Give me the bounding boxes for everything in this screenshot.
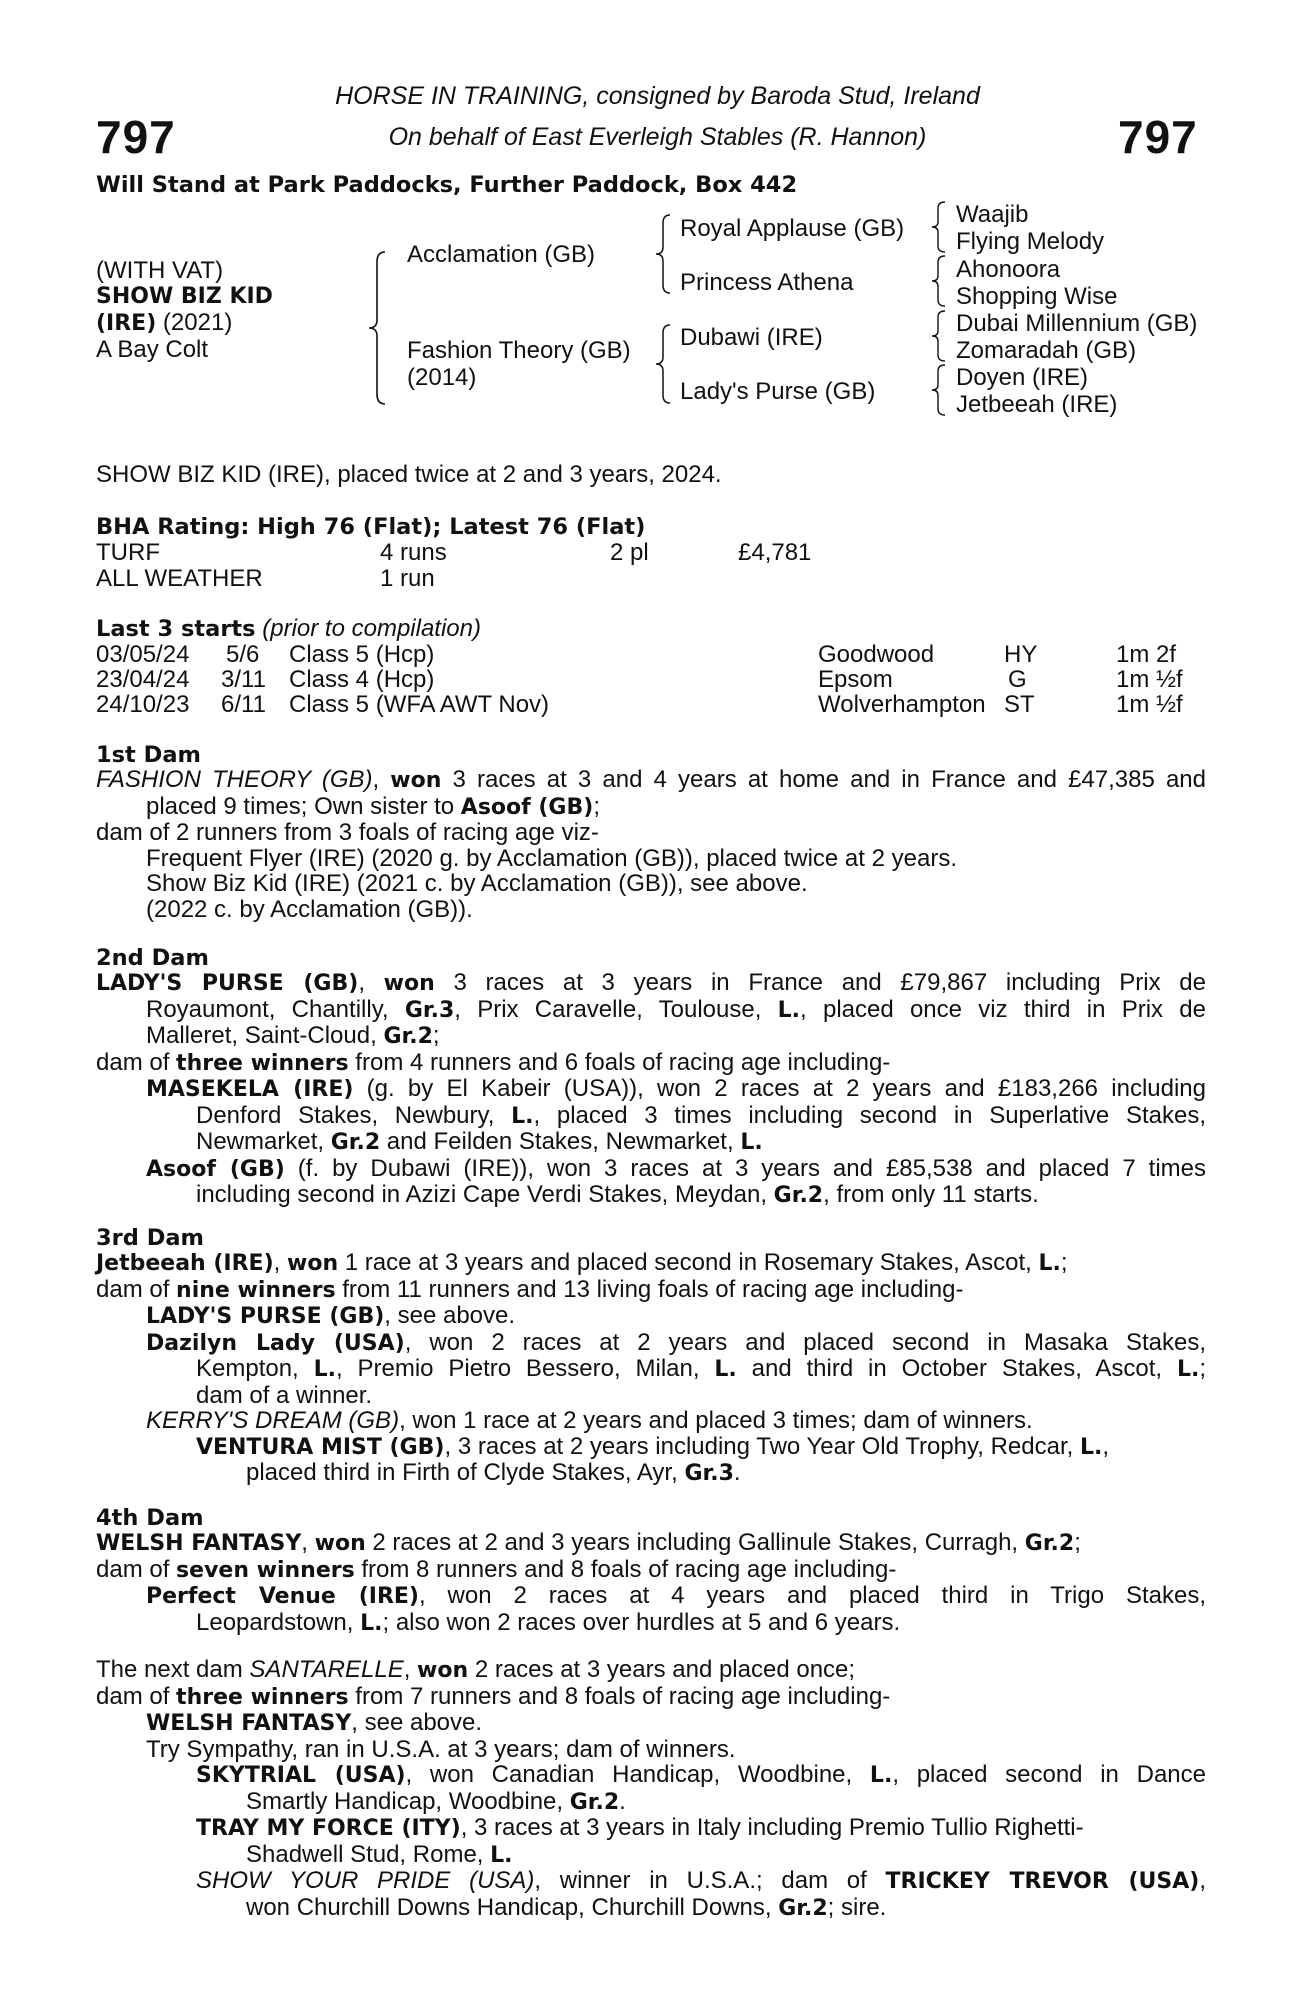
lot-number-right: 797 (1118, 111, 1198, 163)
pedigree-ggd-3: Zomaradah (GB) (956, 337, 1137, 364)
bold-text: Asoof (GB) (460, 794, 594, 820)
text: (g. by El Kabeir (USA)), won 2 races at 2 years and £183,266 including (353, 1075, 1206, 1102)
start-date: 23/04/24 (96, 666, 190, 693)
dam5-line (96, 1815, 1206, 1842)
text: , 3 races at 2 years including Two Year Old Trophy, Redcar, (444, 1432, 1080, 1460)
dam1-line (96, 897, 1206, 923)
bold-text: Jetbeeah (IRE) (96, 1251, 274, 1276)
pedigree-brace-g4 (928, 362, 950, 418)
dam2-heading: 2nd Dam (96, 945, 209, 971)
text: 1 race at 3 years and placed second in Rosemary Stakes, Ascot, (338, 1249, 1039, 1276)
text: Kempton, (196, 1355, 314, 1382)
bold-text: L. (777, 997, 801, 1023)
bold-text: Gr.2 (383, 1024, 433, 1049)
bold-text: LADY'S PURSE (GB) (96, 971, 359, 996)
dam3-line (96, 1408, 1206, 1434)
dam2-line (96, 1129, 1206, 1156)
bold-text: won (417, 1658, 469, 1683)
last-starts-title: Last 3 starts (96, 616, 256, 642)
pedigree-dam-sire: Dubawi (IRE) (680, 324, 823, 351)
text: 3 races at 3 years in France and £79,867 including Prix de (434, 969, 1206, 996)
dam3-heading: 3rd Dam (96, 1225, 204, 1251)
bold-text: seven winners (176, 1557, 355, 1583)
dam4-heading: 4th Dam (96, 1505, 204, 1531)
dam1-heading: 1st Dam (96, 742, 201, 768)
text: , placed 3 times including second in Superlative Stakes, (533, 1101, 1207, 1129)
text: ; also won 2 races over hurdles at 5 and 6 years. (382, 1608, 901, 1636)
dam3-line (96, 1250, 1206, 1277)
text: dam of (96, 1555, 177, 1583)
italic-text: FASHION THEORY (GB) (96, 766, 373, 793)
text: dam of a winner. (196, 1381, 373, 1409)
pedigree-dam-dam: Lady's Purse (GB) (680, 378, 876, 405)
bold-text: L. (869, 1763, 893, 1788)
text: ; (1199, 1355, 1206, 1382)
dam3-line (96, 1383, 1206, 1409)
text: (2022 c. by Acclamation (GB)). (146, 895, 473, 923)
dam4-line (96, 1530, 1206, 1557)
text: , won 2 races at 4 years and placed third in Trigo Stakes, (418, 1582, 1206, 1609)
bold-text: Gr.2 (773, 1183, 824, 1208)
text: ; (1074, 1529, 1081, 1556)
dam2-line (96, 1156, 1206, 1183)
text: Leopardstown, (196, 1608, 361, 1636)
dam3-line (96, 1356, 1206, 1383)
bold-text: L. (740, 1130, 763, 1155)
bold-text: LADY'S PURSE (GB) (146, 1304, 385, 1329)
text: from 7 runners and 8 foals of racing age including- (348, 1682, 891, 1710)
text: Denford Stakes, Newbury, (196, 1101, 512, 1129)
bold-text: SKYTRIAL (USA) (196, 1763, 406, 1788)
text: The next dam (96, 1656, 250, 1683)
text: ; sire. (827, 1893, 887, 1921)
text: Smartly Handicap, Woodbine, (246, 1787, 570, 1815)
bold-text: L. (714, 1357, 737, 1382)
text: , Premio Pietro Bessero, Milan, (335, 1355, 715, 1382)
rating-earnings: £4,781 (738, 539, 812, 566)
dam5-line (96, 1842, 1206, 1869)
pedigree-ggs-2: Ahonoora (956, 256, 1061, 283)
bold-text: won (287, 1251, 339, 1276)
text: , winner in U.S.A.; dam of (534, 1867, 886, 1894)
text: . (733, 1459, 741, 1486)
text: ; (432, 1022, 440, 1049)
pedigree-brace-g1 (928, 199, 950, 255)
dam5-line (96, 1789, 1206, 1816)
bold-text: won (390, 768, 442, 793)
pedigree-dam-year: (2014) (407, 364, 477, 391)
text: , (301, 1529, 315, 1556)
last-starts-heading (96, 616, 481, 643)
pedigree-sire-sire: Royal Applause (GB) (680, 215, 905, 242)
bold-text: Asoof (GB) (146, 1156, 285, 1182)
dam5-line (96, 1657, 1206, 1684)
rating-runs: 1 run (380, 565, 435, 592)
dam4-line (96, 1610, 1206, 1637)
text: 2 races at 3 years and placed once; (468, 1656, 856, 1683)
text: , (403, 1656, 418, 1683)
dam2-line (96, 1103, 1206, 1130)
bold-text: L. (511, 1103, 534, 1129)
horse-description: A Bay Colt (96, 336, 209, 363)
text: dam of (96, 1275, 177, 1303)
dam1-line (96, 767, 1206, 794)
horse-name: SHOW BIZ KID (96, 284, 273, 309)
start-race: Class 5 (WFA AWT Nov) (289, 691, 550, 718)
text: Frequent Flyer (IRE) (2020 g. by Acclamation (GB)), placed twice at 2 years. (146, 844, 957, 872)
horse-origin-year (96, 310, 232, 337)
pedigree-sire: Acclamation (GB) (407, 241, 596, 268)
text: from 11 runners and 13 living foals of racing age including- (335, 1275, 964, 1303)
text: ; (1060, 1249, 1068, 1276)
rating-surface: ALL WEATHER (96, 565, 263, 592)
text: Newmarket, (196, 1128, 331, 1155)
start-course: Wolverhampton (818, 691, 986, 718)
bold-text: Perfect Venue (IRE) (146, 1584, 419, 1609)
bold-text: WELSH FANTASY (96, 1531, 302, 1556)
text: , won 2 races at 2 years and placed second in Masaka Stakes, (404, 1328, 1206, 1356)
italic-text: SANTARELLE (249, 1656, 404, 1683)
text: Show Biz Kid (IRE) (2021 c. by Acclamation (GB)), see above. (146, 870, 808, 897)
dam4-section (96, 1530, 1206, 1636)
dam2-line (96, 1182, 1206, 1209)
text: (f. by Dubawi (IRE)), won 3 races at 3 years and £85,538 and placed 7 times (284, 1154, 1207, 1182)
dam1-line (96, 820, 1206, 846)
dam1-section (96, 767, 1206, 922)
pedigree-ggs-4: Doyen (IRE) (956, 364, 1089, 391)
start-position: 3/11 (221, 666, 266, 693)
dam2-line (96, 1023, 1206, 1050)
dam1-line (96, 846, 1206, 872)
text: , (1102, 1432, 1110, 1460)
trainer-line: On behalf of East Everleigh Stables (R. Hannon) (388, 123, 927, 151)
consignor-line: HORSE IN TRAINING, consigned by Baroda Stud, Ireland (335, 82, 980, 110)
text: . (619, 1787, 626, 1815)
dam5-line (96, 1710, 1206, 1737)
text: , from only 11 starts. (823, 1181, 1039, 1208)
pedigree-brace-dam (652, 322, 676, 406)
rating-placed: 2 pl (610, 539, 649, 566)
dam4-line (96, 1557, 1206, 1584)
start-course: Epsom (818, 666, 893, 693)
start-date: 03/05/24 (96, 641, 190, 668)
pedigree-ggs-3: Dubai Millennium (GB) (956, 310, 1198, 337)
pedigree-brace-main (365, 248, 395, 408)
italic-text: SHOW YOUR PRIDE (USA) (196, 1867, 535, 1894)
start-course: Goodwood (818, 641, 935, 668)
text: , (1199, 1867, 1206, 1894)
rating-surface: TURF (96, 539, 160, 566)
horse-country: (IRE) (96, 311, 157, 336)
text: ; (593, 792, 600, 820)
start-race: Class 5 (Hcp) (289, 641, 435, 668)
dam2-line (96, 1076, 1206, 1103)
dam2-line (96, 970, 1206, 997)
bold-text: won (314, 1531, 366, 1556)
text: 3 races at 3 and 4 years at home and in France and £47,385 and (441, 766, 1206, 793)
bold-text: Dazilyn Lady (USA) (146, 1330, 405, 1356)
dam5-line (96, 1762, 1206, 1789)
bold-text: MASEKELA (IRE) (146, 1077, 354, 1102)
bold-text: TRICKEY TREVOR (USA) (885, 1869, 1200, 1894)
text: , (372, 766, 391, 793)
text: Malleret, Saint-Cloud, (146, 1022, 384, 1049)
pedigree-brace-sire (652, 212, 676, 296)
text: including second in Azizi Cape Verdi Stakes, Meydan, (196, 1181, 774, 1208)
last-starts-note: (prior to compilation) (255, 615, 481, 642)
bold-text: L. (1038, 1251, 1061, 1276)
dam3-section (96, 1250, 1206, 1487)
pedigree-brace-g2 (928, 253, 950, 309)
pedigree-sire-dam: Princess Athena (680, 269, 854, 296)
start-going: G (1008, 666, 1027, 693)
bold-text: L. (490, 1842, 513, 1868)
text: , placed second in Dance (892, 1761, 1206, 1788)
dam5-line (96, 1895, 1206, 1922)
bold-text: L. (1176, 1357, 1200, 1382)
rating-runs: 4 runs (380, 539, 447, 566)
bold-text: Gr.2 (330, 1130, 381, 1155)
race-summary: SHOW BIZ KID (IRE), placed twice at 2 and 3 years, 2024. (96, 461, 722, 488)
pedigree-ggd-2: Shopping Wise (956, 283, 1118, 310)
text: , 3 races at 3 years in Italy including Premio Tullio Righetti- (460, 1814, 1084, 1841)
bold-text: Gr.2 (778, 1895, 828, 1921)
dam3-line (96, 1330, 1206, 1357)
text: placed third in Firth of Clyde Stakes, Ayr, (246, 1459, 685, 1486)
bold-text: won (383, 971, 435, 996)
text: Royaumont, Chantilly, (146, 995, 405, 1023)
dam5-line (96, 1868, 1206, 1895)
text: , see above. (384, 1302, 516, 1329)
bold-text: L. (313, 1357, 336, 1382)
start-going: HY (1004, 641, 1038, 668)
dam2-line (96, 997, 1206, 1024)
dam3-line (96, 1460, 1206, 1487)
dam4-line (96, 1583, 1206, 1610)
bold-text: nine winners (176, 1277, 336, 1303)
text: , placed once viz third in Prix de (800, 995, 1206, 1023)
bold-text: Gr.2 (569, 1789, 620, 1815)
start-distance: 1m ½f (1116, 691, 1183, 718)
horse-year: (2021) (156, 309, 233, 336)
bold-text: three winners (176, 1050, 349, 1076)
pedigree-brace-g3 (928, 308, 950, 364)
stand-location: Will Stand at Park Paddocks, Further Paddock, Box 442 (96, 172, 798, 198)
pedigree-ggd-4: Jetbeeah (IRE) (956, 391, 1118, 418)
bold-text: TRAY MY FORCE (ITY) (196, 1816, 461, 1841)
bold-text: Gr.2 (1024, 1531, 1075, 1556)
start-race: Class 4 (Hcp) (289, 666, 435, 693)
bha-rating-heading: BHA Rating: High 76 (Flat); Latest 76 (Flat) (96, 514, 646, 540)
dam3-line (96, 1277, 1206, 1304)
vat-note: (WITH VAT) (96, 257, 224, 284)
text: Try Sympathy, ran in U.S.A. at 3 years; dam of winners. (146, 1735, 736, 1763)
bold-text: VENTURA MIST (GB) (196, 1434, 445, 1460)
pedigree-ggs-1: Waajib (956, 201, 1029, 228)
text: Shadwell Stud, Rome, (246, 1840, 491, 1868)
text: dam of 2 runners from 3 foals of racing age viz- (96, 819, 599, 846)
dam2-section (96, 970, 1206, 1209)
lot-number-left: 797 (96, 111, 176, 163)
start-date: 24/10/23 (96, 691, 190, 718)
dam1-line (96, 794, 1206, 821)
text: won Churchill Downs Handicap, Churchill Downs, (246, 1893, 779, 1921)
text: , see above. (351, 1709, 483, 1736)
text: and Feilden Stakes, Newmarket, (380, 1128, 741, 1155)
bold-text: L. (360, 1610, 383, 1636)
dam5-section (96, 1657, 1206, 1921)
dam5-line (96, 1684, 1206, 1711)
bold-text: L. (1079, 1434, 1103, 1460)
dam5-line (96, 1737, 1206, 1763)
dam3-line (96, 1303, 1206, 1330)
start-distance: 1m ½f (1116, 666, 1183, 693)
text: from 4 runners and 6 foals of racing age including- (348, 1048, 891, 1076)
bold-text: Gr.3 (404, 997, 455, 1023)
text: , (273, 1249, 287, 1276)
text: , (358, 969, 384, 996)
text: and third in October Stakes, Ascot, (736, 1355, 1177, 1382)
dam1-line (96, 871, 1206, 897)
text: , Prix Caravelle, Toulouse, (454, 995, 778, 1023)
bold-text: WELSH FANTASY (146, 1711, 352, 1736)
text: , won Canadian Handicap, Woodbine, (405, 1761, 870, 1788)
text: from 8 runners and 8 foals of racing age including- (354, 1555, 897, 1583)
start-position: 5/6 (226, 641, 260, 668)
start-position: 6/11 (221, 691, 266, 718)
start-distance: 1m 2f (1116, 641, 1177, 668)
bold-text: three winners (176, 1684, 349, 1710)
start-going: ST (1004, 691, 1035, 718)
text: , won 1 race at 2 years and placed 3 times; dam of winners. (399, 1407, 1033, 1434)
text: dam of (96, 1682, 177, 1710)
pedigree-dam: Fashion Theory (GB) (407, 337, 631, 364)
italic-text: KERRY'S DREAM (GB) (146, 1407, 400, 1434)
dam2-line (96, 1050, 1206, 1077)
dam3-line (96, 1434, 1206, 1461)
pedigree-ggd-1: Flying Melody (956, 228, 1105, 255)
text: placed 9 times; Own sister to (146, 792, 461, 820)
text: 2 races at 2 and 3 years including Gallinule Stakes, Curragh, (365, 1529, 1025, 1556)
text: dam of (96, 1048, 177, 1076)
bold-text: Gr.3 (684, 1461, 734, 1486)
